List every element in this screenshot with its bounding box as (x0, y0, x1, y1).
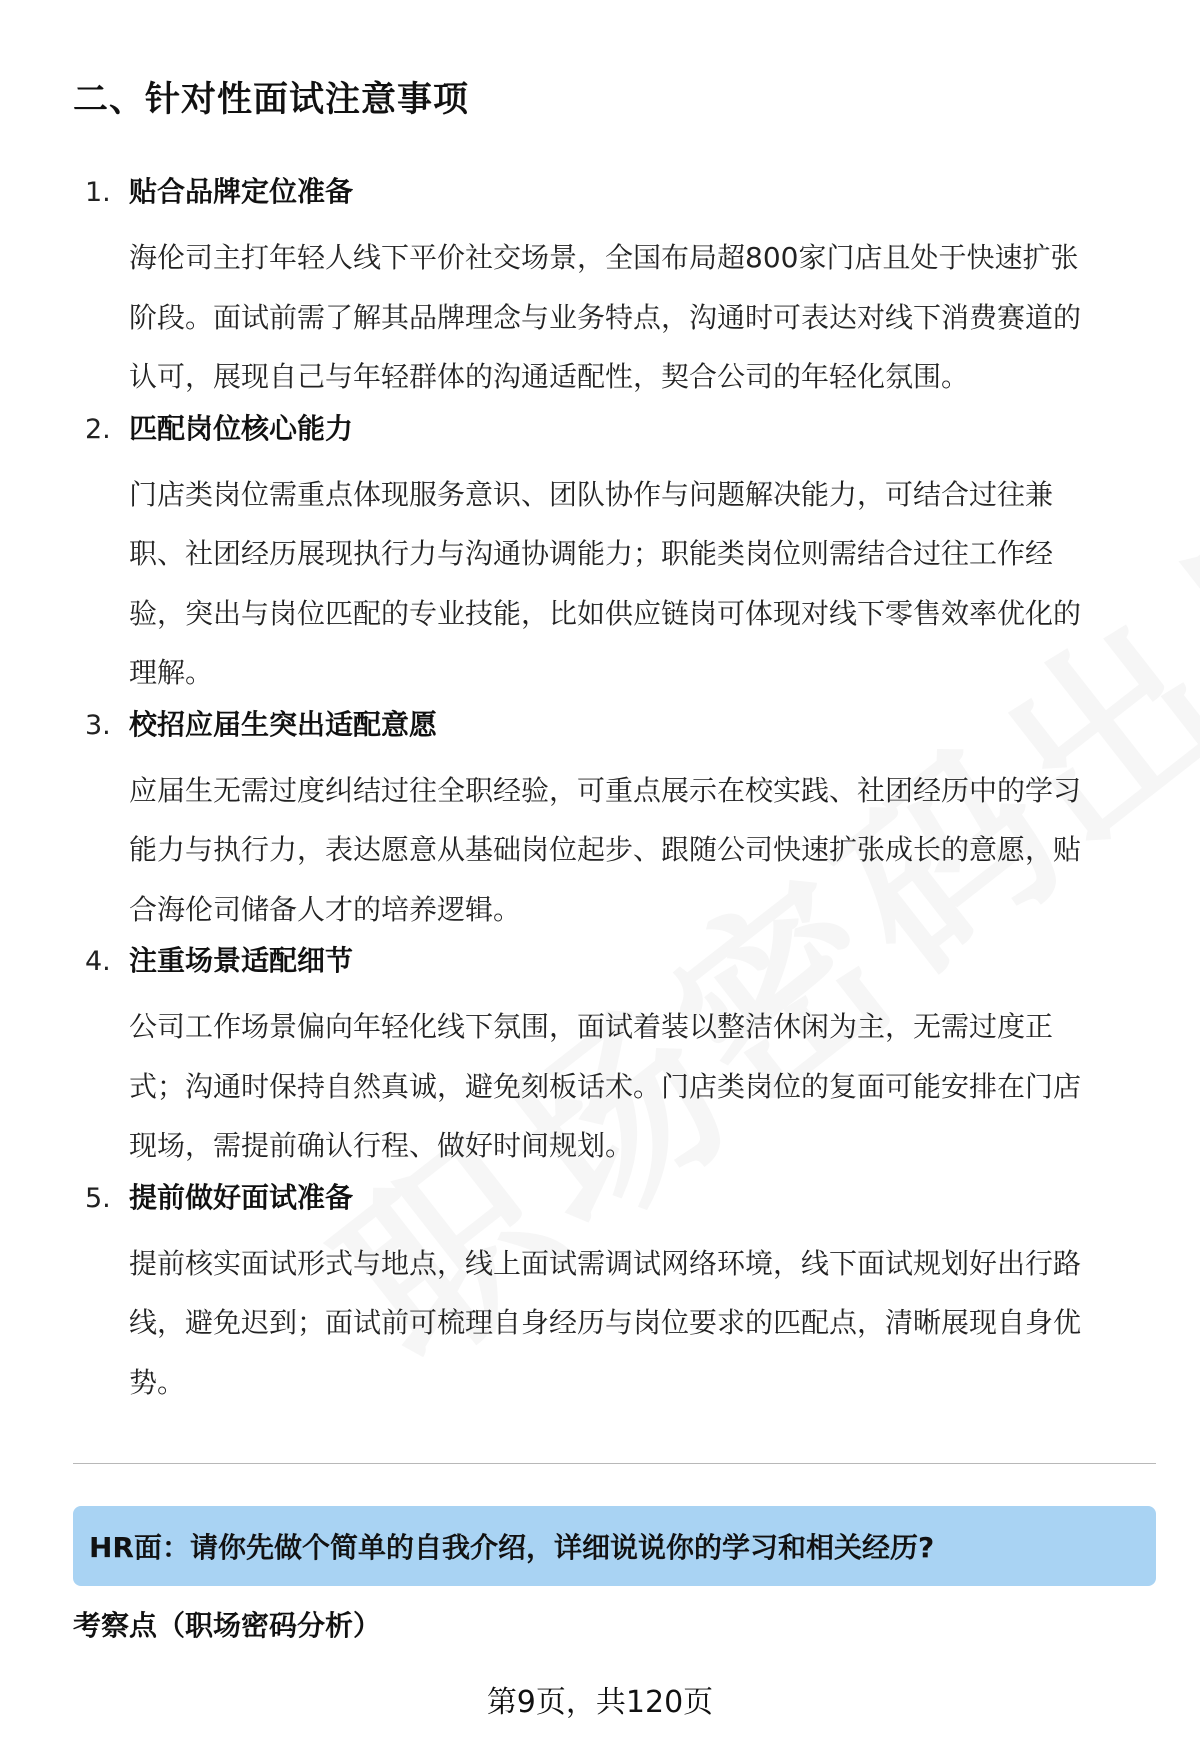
list-item-head (73, 939, 1153, 997)
list-item-body (129, 1234, 1154, 1413)
body-line: 职、社团经历展现执行力与沟通协调能力；职能类岗位则需结合过往工作经 (129, 537, 1054, 570)
body-line: 线，避免迟到；面试前可梳理自身经历与岗位要求的匹配点，清晰展现自身优 (129, 1306, 1082, 1339)
list-item (73, 170, 1153, 407)
list-item-head (73, 703, 1153, 761)
list-item-title: 注重场景适配细节 (129, 944, 354, 977)
list-item-body (129, 465, 1154, 703)
list-item-body (129, 761, 1154, 940)
list-item (73, 939, 1153, 1176)
body-line: 提前核实面试形式与地点，线上面试需调试网络环境，线下面试规划好出行路 (129, 1246, 1082, 1280)
list-item (73, 1176, 1153, 1413)
list-item-number: 4. (85, 946, 111, 977)
body-line: 门店类岗位需重点体现服务意识、团队协作与问题解决能力，可结合过往兼 (129, 477, 1054, 511)
page-number: 第9页，共120页 (486, 1685, 714, 1720)
body-line: 应届生无需过度纠结过往全职经验，可重点展示在校实践、社团经历中的学习 (129, 773, 1082, 807)
notes-list (73, 170, 1153, 1412)
question-text: HR面：请你先做个简单的自我介绍，详细说说你的学习和相关经历? (89, 1531, 935, 1564)
analysis-title: 考察点（职场密码分析） (73, 1609, 382, 1642)
list-item-number: 3. (85, 709, 111, 741)
list-item-number: 5. (85, 1182, 111, 1214)
body-line: 式；沟通时保持自然真诚，避免刻板话术。门店类岗位的复面可能安排在门店 (129, 1069, 1082, 1103)
list-item-number: 1. (85, 177, 111, 208)
list-item-title: 提前做好面试准备 (129, 1180, 354, 1214)
body-line: 理解。 (129, 656, 214, 689)
body-line: 阶段。面试前需了解其品牌理念与业务特点，沟通时可表达对线下消费赛道的 (129, 300, 1082, 334)
question-banner (73, 1506, 1156, 1586)
body-line: 验，突出与岗位匹配的专业技能，比如供应链岗可体现对线下零售效率优化的 (129, 596, 1082, 630)
section-divider (73, 1463, 1156, 1464)
list-item-title: 贴合品牌定位准备 (129, 175, 354, 208)
list-item-body (129, 997, 1154, 1176)
list-item-number: 2. (85, 413, 111, 445)
list-item-body (129, 228, 1154, 407)
body-line: 海伦司主打年轻人线下平价社交场景，全国布局超800家门店且处于快速扩张 (129, 241, 1079, 274)
list-item-head (73, 170, 1153, 228)
list-item-head (73, 407, 1153, 465)
list-item-title: 匹配岗位核心能力 (129, 411, 354, 445)
body-line: 认可，展现自己与年轻群体的沟通适配性，契合公司的年轻化氛围。 (129, 360, 970, 393)
body-line: 合海伦司储备人才的培养逻辑。 (129, 892, 522, 926)
list-item-head (73, 1176, 1153, 1234)
list-item (73, 407, 1153, 703)
body-line: 能力与执行力，表达愿意从基础岗位起步、跟随公司快速扩张成长的意愿，贴 (129, 833, 1082, 866)
body-line: 公司工作场景偏向年轻化线下氛围，面试着装以整洁休闲为主，无需过度正 (129, 1010, 1054, 1043)
list-item-title: 校招应届生突出适配意愿 (129, 707, 438, 741)
body-line: 现场，需提前确认行程、做好时间规划。 (129, 1129, 634, 1162)
list-item (73, 703, 1153, 940)
body-line: 势。 (129, 1365, 186, 1399)
section-title: 二、针对性面试注意事项 (73, 80, 470, 120)
